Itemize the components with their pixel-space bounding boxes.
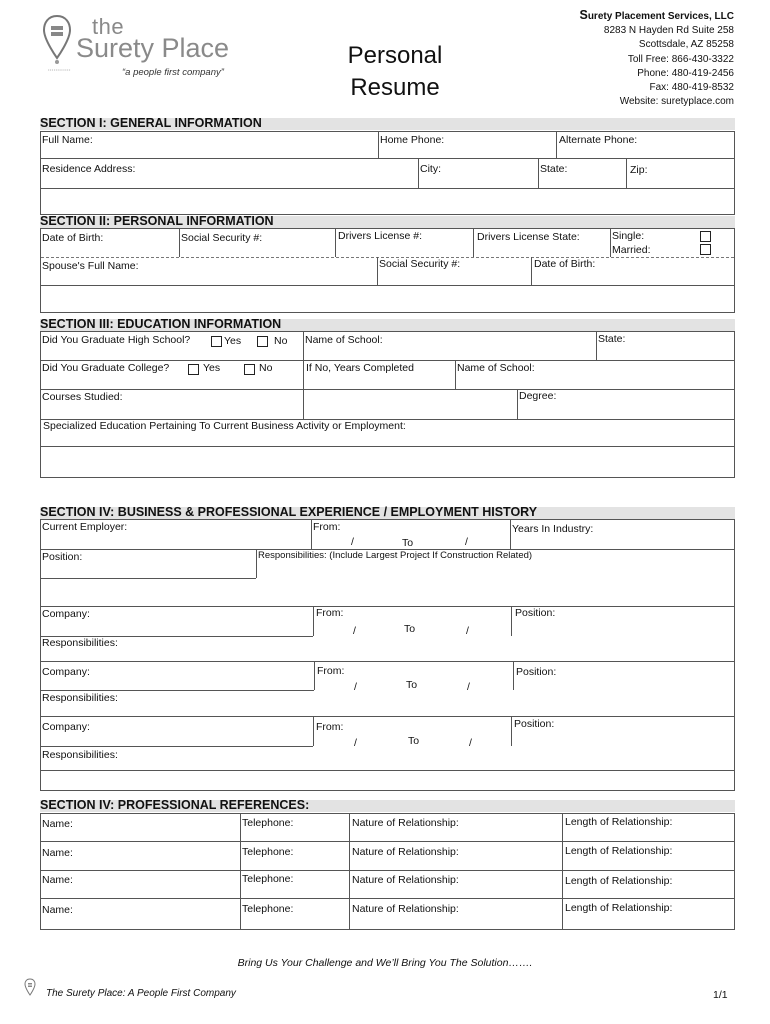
company2-position-label: Position:: [516, 666, 557, 678]
current-position-label: Position:: [42, 551, 83, 563]
logo-name: Surety Place: [76, 33, 230, 63]
company3-position-label: Position:: [514, 718, 555, 730]
section3-title: SECTION III: EDUCATION INFORMATION: [40, 317, 282, 331]
company2-to-label: To: [406, 679, 418, 691]
hs-no-checkbox[interactable]: [257, 336, 268, 347]
hs-state-label: State:: [598, 333, 626, 345]
title-line2: Resume: [350, 74, 440, 101]
company-address2: Scottsdale, AZ 85258: [638, 39, 734, 51]
dl-state-label: Drivers License State:: [477, 231, 580, 243]
state-label: State:: [540, 163, 568, 175]
dob-label: Date of Birth:: [42, 232, 104, 244]
college-yes-label: Yes: [203, 362, 221, 374]
ref3-relation-label: Nature of Relationship:: [352, 874, 459, 886]
company-address1: 8283 N Hayden Rd Suite 258: [603, 25, 734, 37]
ref2-name-label: Name:: [42, 847, 73, 859]
ref3-phone-label: Telephone:: [242, 873, 294, 885]
hs-no-label: No: [274, 335, 288, 347]
company-phone: Phone: 480-419-2456: [637, 67, 734, 79]
logo-tagline: “a people first company”: [122, 67, 224, 78]
ref4-name-label: Name:: [42, 904, 73, 916]
married-label: Married:: [612, 244, 651, 256]
ref1-relation-label: Nature of Relationship:: [352, 817, 459, 829]
section5-title: SECTION IV: PROFESSIONAL REFERENCES:: [40, 798, 310, 812]
ref2-length-label: Length of Relationship:: [565, 845, 673, 857]
courses-label: Courses Studied:: [42, 391, 123, 403]
hs-school-label: Name of School:: [305, 334, 383, 346]
company1-from-label: From:: [316, 607, 344, 619]
years-industry-label: Years In Industry:: [512, 523, 594, 535]
hs-label: Did You Graduate High School?: [42, 334, 191, 346]
company1-position-label: Position:: [515, 607, 556, 619]
ref2-relation-label: Nature of Relationship:: [352, 846, 459, 858]
logo-small-text: ••••••••••••: [48, 67, 71, 72]
current-to-label: To: [402, 537, 414, 549]
page-title: [330, 40, 460, 104]
section4-title: SECTION IV: BUSINESS & PROFESSIONAL EXPERIENCE / EMPLOYMENT HISTORY: [40, 505, 538, 519]
company1-slash1: /: [353, 625, 356, 637]
degree-label: Degree:: [519, 390, 557, 402]
alt-phone-label: Alternate Phone:: [559, 134, 638, 146]
section3-frame: [40, 331, 735, 478]
current-from-label: From:: [313, 521, 341, 533]
footer-motto: Bring Us Your Challenge and We’ll Bring You The Solution…….: [237, 957, 533, 969]
company2-slash1: /: [354, 681, 357, 693]
city-label: City:: [420, 163, 441, 175]
ref1-name-label: Name:: [42, 818, 73, 830]
ref1-length-label: Length of Relationship:: [565, 816, 673, 828]
company3-from-label: From:: [316, 721, 344, 733]
company3-slash2: /: [469, 737, 472, 749]
section4-frame: [40, 519, 735, 791]
section2-frame: [40, 228, 735, 313]
company-fax: Fax: 480-419-8532: [649, 82, 734, 94]
college-no-checkbox[interactable]: [244, 364, 255, 375]
company-info: [579, 8, 734, 109]
company2-slash2: /: [467, 681, 470, 693]
specialized-label: Specialized Education Pertaining To Current Business Activity or Employment:: [43, 420, 406, 432]
company2-label: Company:: [42, 666, 90, 678]
dl-label: Drivers License #:: [338, 230, 423, 242]
ref1-phone-label: Telephone:: [242, 817, 294, 829]
spouse-ssn-label: Social Security #:: [379, 258, 461, 270]
home-phone-label: Home Phone:: [380, 134, 445, 146]
married-checkbox[interactable]: [700, 244, 711, 255]
company1-label: Company:: [42, 608, 90, 620]
surety-place-logo-icon: [42, 14, 72, 66]
footer-company: The Surety Place: A People First Company: [46, 988, 236, 999]
section5-frame: [40, 813, 735, 930]
years-completed-label: If No, Years Completed: [306, 362, 414, 374]
responsibilities-note: Responsibilities: (Include Largest Project If Construction Related): [258, 550, 533, 561]
ref4-relation-label: Nature of Relationship:: [352, 903, 459, 915]
footer-logo-icon: [24, 978, 36, 998]
current-employer-label: Current Employer:: [42, 521, 128, 533]
college-label: Did You Graduate College?: [42, 362, 170, 374]
college-school-label: Name of School:: [457, 362, 535, 374]
section2-title: SECTION II: PERSONAL INFORMATION: [40, 214, 274, 228]
company3-to-label: To: [408, 735, 420, 747]
page-number: 1/1: [713, 989, 728, 1001]
ref3-name-label: Name:: [42, 874, 73, 886]
ref4-phone-label: Telephone:: [242, 903, 294, 915]
ref2-phone-label: Telephone:: [242, 846, 294, 858]
ref4-length-label: Length of Relationship:: [565, 902, 673, 914]
company1-to-label: To: [404, 623, 416, 635]
company-name-initial: S: [579, 8, 588, 22]
company-name: [579, 8, 734, 24]
company-toll-free: Toll Free: 866-430-3322: [627, 53, 734, 65]
single-checkbox[interactable]: [700, 231, 711, 242]
spouse-label: Spouse's Full Name:: [42, 260, 139, 272]
company1-resp-label: Responsibilities:: [42, 637, 118, 649]
ref3-length-label: Length of Relationship:: [565, 875, 673, 887]
company3-resp-label: Responsibilities:: [42, 749, 118, 761]
company2-from-label: From:: [317, 665, 345, 677]
current-slash2: /: [465, 536, 468, 548]
company2-resp-label: Responsibilities:: [42, 692, 118, 704]
section1-frame: [40, 131, 735, 215]
company1-slash2: /: [466, 625, 469, 637]
company3-label: Company:: [42, 721, 90, 733]
logo-the: the: [92, 14, 125, 39]
zip-label: Zip:: [630, 164, 648, 176]
company3-slash1: /: [354, 737, 357, 749]
ssn-label: Social Security #:: [181, 232, 263, 244]
residence-label: Residence Address:: [42, 163, 136, 175]
section1-title: SECTION I: GENERAL INFORMATION: [40, 116, 262, 130]
college-no-label: No: [259, 362, 273, 374]
company-name-rest: urety Placement Services, LLC: [587, 11, 734, 22]
title-line1: Personal: [347, 42, 443, 69]
company-website: Website: suretyplace.com: [619, 96, 734, 108]
spouse-dob-label: Date of Birth:: [534, 258, 596, 270]
college-yes-checkbox[interactable]: [188, 364, 199, 375]
single-label: Single:: [612, 230, 645, 242]
hs-yes-label: Yes: [224, 335, 242, 347]
current-slash1: /: [351, 536, 354, 548]
hs-yes-checkbox[interactable]: [211, 336, 222, 347]
full-name-label: Full Name:: [42, 134, 93, 146]
